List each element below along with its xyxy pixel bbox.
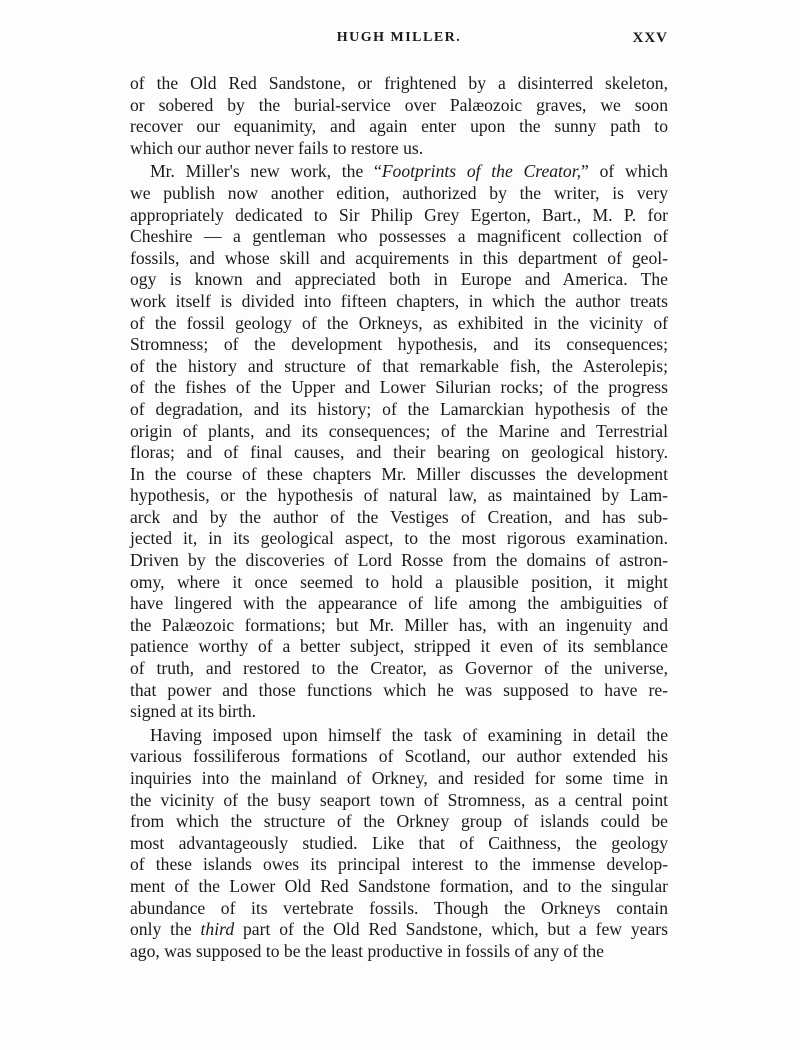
text-line: of the fossil geology of the Orkneys, as exhibited in the vicinity of [130,312,668,333]
text-line: most advantageously studied. Like that of Caithness, the geology [130,832,668,853]
text-line: recover our equanimity, and again enter upon the sunny path to [130,116,668,137]
text-line: omy, where it once seemed to hold a plausible position, it might [130,571,668,592]
text-line: that power and those functions which he was supposed to have re- [130,679,668,700]
text-line: fossils, and whose skill and acquirements in this department of geol- [130,247,668,268]
text-line: ment of the Lower Old Red Sandstone formation, and to the singular [130,875,668,896]
text-line: signed at its birth. [130,701,257,722]
paragraph [130,725,668,963]
text-line: ogy is known and appreciated both in Europe and America. The [130,269,668,290]
text-line: ago, was supposed to be the least productive in fossils of any of the [130,940,604,961]
text-line: only the third part of the Old Red Sandstone, which, but a few years [130,919,668,940]
text-line: work itself is divided into fifteen chapters, in which the author treats [130,290,668,311]
text-line: of the history and structure of that remarkable fish, the Asterolepis; [130,355,668,376]
text-line: we publish now another edition, authorized by the writer, is very [130,182,668,203]
text-line: Cheshire — a gentleman who possesses a magnificent collection of [130,226,668,247]
paragraph [130,73,668,159]
running-head: HUGH MILLER. [336,30,462,45]
text-line: Driven by the discoveries of Lord Rosse from the domains of astron- [130,550,668,571]
text-line: inquiries into the mainland of Orkney, and resided for some time in [130,768,668,788]
text-line: arck and by the author of the Vestiges of Creation, and has sub- [130,506,668,527]
text-line: abundance of its vertebrate fossils. Though the Orkneys contain [130,897,668,918]
text-line: the Palæozoic formations; but Mr. Miller has, with an ingenuity and [130,614,668,635]
text-line: jected it, in its geological aspect, to the most rigorous examination. [130,528,668,549]
text-line: patience worthy of a better subject, stripped it even of its semblance [130,636,668,657]
text-line: the vicinity of the busy seaport town of Stromness, as a central point [130,789,668,810]
text-line: of truth, and restored to the Creator, as Governor of the universe, [130,658,668,679]
page-body [130,73,668,964]
text-line: floras; and of final causes, and their bearing on geological history. [130,442,668,463]
text-line: of these islands owes its principal interest to the immense develop- [130,854,668,875]
text-line: of the fishes of the Upper and Lower Silurian rocks; of the progress [130,377,668,398]
text-line: various fossiliferous formations of Scotland, our author extended his [130,746,668,767]
text-line: have lingered with the appearance of life among the ambiguities of [130,593,668,614]
text-line: origin of plants, and its consequences; of the Marine and Terrestrial [130,420,668,441]
text-line: or sobered by the burial-service over Palæozoic graves, we soon [130,94,668,115]
text-line: Stromness; of the development hypothesis, and its consequences; [130,334,668,355]
paragraph [130,161,668,722]
text-line: of degradation, and its history; of the Lamarckian hypothesis of the [130,398,668,419]
text-line: Having imposed upon himself the task of examining in detail the [150,724,668,745]
text-line: of the Old Red Sandstone, or frightened by a disinterred skeleton, [130,73,668,93]
page-header [130,30,668,54]
text-line: from which the structure of the Orkney group of islands could be [130,811,668,832]
text-line: hypothesis, or the hypothesis of natural law, as maintained by Lam- [130,485,668,506]
text-line: which our author never fails to restore us. [130,137,424,158]
text-line: appropriately dedicated to Sir Philip Grey Egerton, Bart., M. P. for [130,204,668,225]
text-line: Mr. Miller's new work, the “Footprints of the Creator,” of which [150,161,668,182]
page-number: XXV [632,30,668,46]
text-line: In the course of these chapters Mr. Miller discusses the development [130,463,668,484]
